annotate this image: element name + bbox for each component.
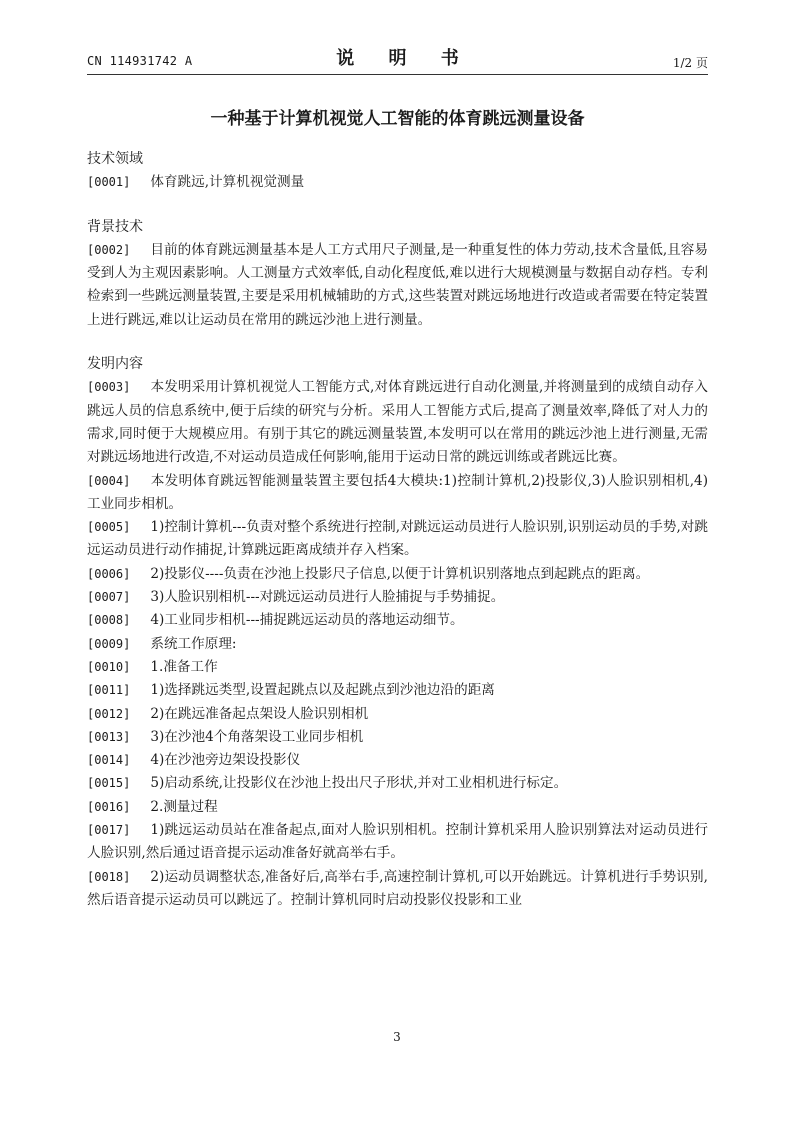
section-heading: 发明内容 (87, 356, 143, 373)
paragraph-number: [0004] (87, 473, 131, 488)
paragraph-number: [0002] (87, 242, 131, 257)
paragraph-number: [0009] (87, 636, 131, 651)
section-technical-field (87, 148, 708, 195)
paragraph-text: 目前的体育跳远测量基本是人工方式用尺子测量,是一种重复性的体力劳动,技术含量低,且容易受到人为主观因素影响。人工测量方式效率低,自动化程度低,难以进行大规模测量与数据自动存档。专利检索到一些跳远测量装置,主要是采用机械辅助的方式,这些装置对跳远场地进行改造或者需要在特定装置上进行跳远,难以让运动员在常用的跳远沙池上进行测量。 (87, 241, 708, 328)
paragraph-text: 1)控制计算机---负责对整个系统进行控制,对跳远运动员进行人脸识别,识别运动员的手势,对跳远运动员进行动作捕捉,计算跳远距离成绩并存入档案。 (87, 519, 708, 559)
header-rule (87, 74, 708, 75)
paragraph-text: 4)在沙池旁边架设投影仪 (150, 752, 301, 769)
paragraph (87, 633, 708, 656)
paragraph (87, 586, 708, 609)
document-title: 一种基于计算机视觉人工智能的体育跳远测量设备 (210, 109, 585, 129)
paragraph (87, 866, 708, 913)
paragraph (87, 726, 708, 749)
paragraph (87, 656, 708, 679)
paragraph-number: [0008] (87, 613, 131, 628)
paragraph (87, 609, 708, 632)
document-type-title: 说 明 书 (336, 48, 473, 69)
paragraph-number: [0012] (87, 706, 131, 721)
paragraph-number: [0013] (87, 729, 131, 744)
page-header (87, 44, 708, 74)
paragraph-number: [0018] (87, 869, 131, 884)
publication-number: CN 114931742 A (87, 54, 193, 68)
paragraph-number: [0011] (87, 683, 131, 698)
section-heading: 技术领域 (87, 151, 143, 167)
paragraph-text: 2.测量过程 (150, 798, 218, 815)
document-body (87, 148, 708, 912)
paragraph-text: 1.准备工作 (150, 658, 218, 675)
paragraph-number: [0017] (87, 823, 131, 838)
paragraph-number: [0016] (87, 799, 131, 814)
paragraph-text: 本发明采用计算机视觉人工智能方式,对体育跳远进行自动化测量,并将测量到的成绩自动存入跳远人员的信息系统中,便于后续的研究与分析。采用人工智能方式后,提高了测量效率,降低了对人力的需求,同时便于大规模应用。有别于其它的跳远测量装置,本发明可以在常用的跳远沙池上进行测量,无需对跳远场地进行改造,不对运动员造成任何影响,能用于运动日常的跳远训练或者跳远比赛。 (87, 379, 708, 466)
page-indicator: 1/2 页 (672, 56, 708, 70)
paragraph-number: [0015] (87, 776, 131, 791)
paragraph-text: 3)人脸识别相机---对跳远运动员进行人脸捕捉与手势捕捉。 (150, 589, 505, 606)
paragraph-text: 5)启动系统,让投影仪在沙池上投出尺子形状,并对工业相机进行标定。 (150, 775, 568, 792)
paragraph-text: 2)运动员调整状态,准备好后,高举右手,高速控制计算机,可以开始跳远。计算机进行手势识别,然后语音提示运动员可以跳远了。控制计算机同时启动投影仪投影和工业 (87, 868, 708, 908)
paragraph-number: [0007] (87, 590, 131, 605)
paragraph-text: 2)在跳远准备起点架设人脸识别相机 (150, 705, 369, 722)
paragraph (87, 749, 708, 772)
paragraph (87, 796, 708, 819)
paragraph-number: [0005] (87, 520, 131, 535)
paragraph-text: 体育跳远,计算机视觉测量 (150, 174, 305, 191)
paragraph-number: [0014] (87, 753, 131, 768)
paragraph-number: [0010] (87, 659, 131, 674)
paragraph (87, 703, 708, 726)
paragraph-text: 本发明体育跳远智能测量装置主要包括4大模块:1)控制计算机,2)投影仪,3)人脸识别相机,4) 工业同步相机。 (87, 472, 708, 512)
section-background (87, 216, 708, 332)
paragraph (87, 376, 708, 469)
paragraph-text: 2)投影仪----负责在沙池上投影尺子信息,以便于计算机识别落地点到起跳点的距离。 (150, 565, 650, 582)
paragraph (87, 239, 708, 332)
paragraph-text: 系统工作原理: (150, 635, 237, 652)
paragraph-text: 4)工业同步相机---捕捉跳远运动员的落地运动细节。 (150, 612, 464, 629)
paragraph-number: [0001] (87, 175, 131, 190)
page-number: 3 (393, 1030, 401, 1044)
paragraph (87, 772, 708, 795)
paragraph (87, 470, 708, 517)
paragraph-text: 1)选择跳远类型,设置起跳点以及起跳点到沙池边沿的距离 (150, 682, 495, 699)
paragraph (87, 516, 708, 563)
paragraph-text: 1)跳远运动员站在准备起点,面对人脸识别相机。控制计算机采用人脸识别算法对运动员进行人脸识别,然后通过语音提示运动准备好就高举右手。 (87, 822, 708, 862)
paragraph-number: [0003] (87, 380, 131, 395)
paragraph (87, 679, 708, 702)
paragraph-text: 3)在沙池4个角落架设工业同步相机 (150, 728, 364, 745)
section-heading: 背景技术 (87, 218, 143, 235)
paragraph (87, 819, 708, 866)
paragraph-number: [0006] (87, 566, 131, 581)
paragraph (87, 563, 708, 586)
section-summary (87, 353, 708, 912)
paragraph (87, 171, 708, 194)
